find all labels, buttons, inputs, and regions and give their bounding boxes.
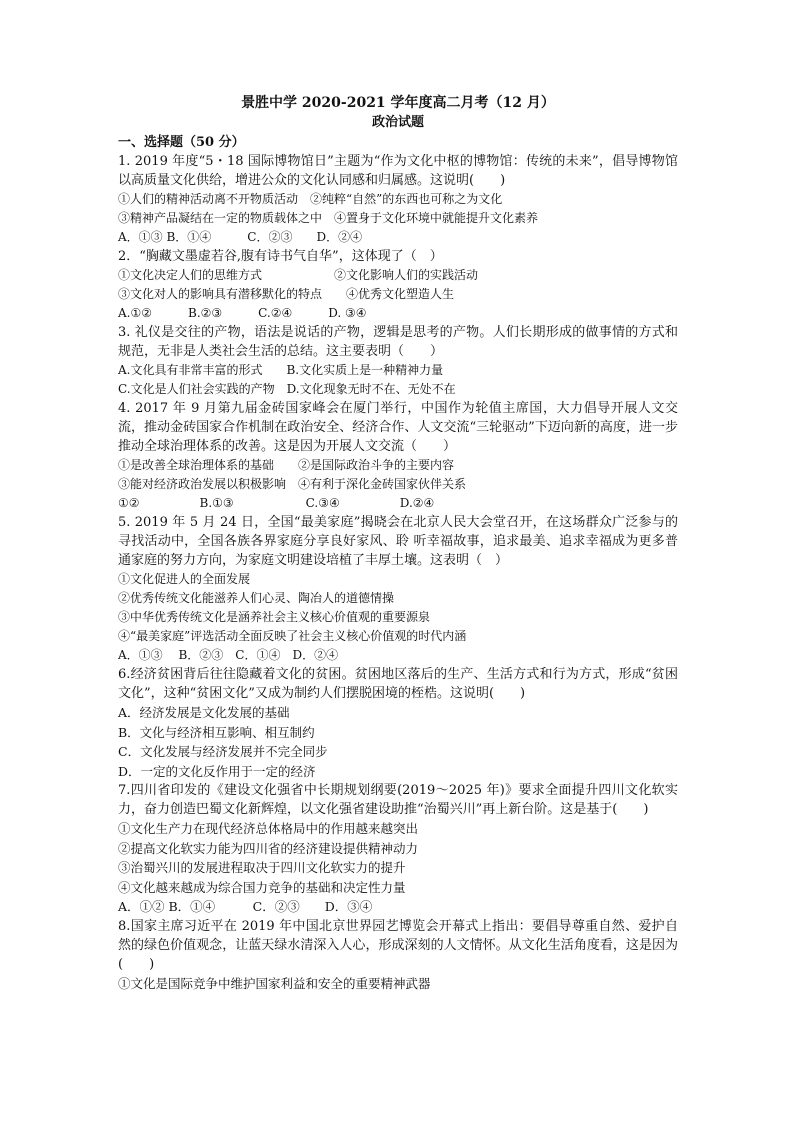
- option-line: ①是改善全球治理体系的基础 ②是国际政治斗争的主要内容: [118, 458, 455, 472]
- answer-choices: A．①② B．①④ C．②③ D．③④: [118, 899, 373, 914]
- question-stem: 8.国家主席习近平在 2019 年中国北京世界园艺博览会开幕式上指出：要倡导尊重自然、爱护自然的绿色价值观念，让蓝天绿水清深入人心，形成深刻的人文情怀。从文化生活角度看，这是因为( ): [118, 918, 678, 972]
- question-8: [118, 917, 678, 994]
- option-line: ①人们的精神活动离不开物质活动 ②纯粹“自然”的东西也可称之为文化: [118, 192, 503, 206]
- option-line: ①文化生产力在现代经济总体格局中的作用越来越突出: [118, 821, 419, 836]
- option-line: ③精神产品凝结在一定的物质载体之中 ④置身于文化环境中就能提升文化素养: [118, 211, 539, 225]
- option-line: C.文化是人们社会实践的产物 D.文化现象无时不在、无处不在: [118, 382, 456, 396]
- exam-page: [118, 94, 678, 993]
- option-line: ③中华优秀传统文化是涵养社会主义核心价值观的重要源泉: [118, 610, 431, 624]
- answer-choices: A．①③ B．②③ C．①④ D．②④: [118, 648, 339, 662]
- exam-title: 景胜中学 2020-2021 学年度高二月考（12 月）: [241, 95, 555, 111]
- question-5: [118, 513, 678, 665]
- option-line: ②提高文化软实力能为四川省的经济建设提供精神动力: [118, 840, 419, 856]
- answer-choices: A．①③ B．①④ C．②③ D．②④: [118, 230, 363, 244]
- question-stem: 4. 2017 年 9 月第九届金砖国家峰会在厦门举行，中国作为轮值主席国，大力倡导开展人文交流，推动金砖国家合作机制在政治安全、经济合作、人文交流“三轮驱动”下迈向新的高度，进一步推动全球治理体系的改善。这是因为开展人文交流（ ）: [118, 401, 678, 454]
- exam-subtitle: 政治试题: [371, 115, 424, 130]
- question-6: [118, 665, 678, 781]
- option-line: ④文化越来越成为综合国力竞争的基础和决定性力量: [118, 879, 406, 895]
- question-4: [118, 399, 678, 513]
- question-stem: 5. 2019 年 5 月 24 日，全国“最美家庭”揭晓会在北京人民大会堂召开，在这场群众广泛参与的寻找活动中，全国各族各界家庭分享良好家风、聆 听幸福故事，追求最美、追求幸福成为更多普通家庭的努力方向，为家庭文明建设培植了丰厚土壤。这表明（ ）: [118, 515, 678, 568]
- option-line: B．文化与经济相互影响、相互制约: [118, 724, 315, 740]
- question-stem: 6.经济贫困背后往往隐藏着文化的贫困。贫困地区落后的生产、生活方式和行为方式，形成“贫困文化”，这种“贫困文化”又成为制约人们摆脱困境的桎梏。这说明( ): [118, 667, 678, 701]
- option-line: A.文化具有非常丰富的形式 B.文化实质上是一种精神力量: [118, 363, 444, 377]
- option-line: ③能对经济政治发展以积极影响 ④有利于深化金砖国家伙伴关系: [118, 477, 467, 491]
- question-1: [118, 152, 678, 247]
- section-heading: 一、选择题（50 分）: [118, 135, 245, 150]
- question-stem: 3. 礼仪是交往的产物，语法是说话的产物，逻辑是思考的产物。人们长期形成的做事情的方式和规范，无非是人类社会生活的总结。这主要表明（ ）: [118, 325, 678, 359]
- answer-choices: ①② B.①③ C.③④ D.②④: [118, 496, 435, 510]
- question-2: [118, 247, 678, 323]
- question-stem: 2．“胸藏文墨虚若谷,腹有诗书气自华”，这体现了（ ）: [118, 249, 443, 264]
- option-line: ④“最美家庭”评选活动全面反映了社会主义核心价值观的时代内涵: [118, 629, 467, 643]
- answer-choices: A.①② B.②③ C.②④ D. ③④: [118, 306, 367, 320]
- question-stem: 7.四川省印发的《建设文化强省中长期规划纲要(2019～2025 年)》要求全面提升四川文化软实力，奋力创造巴蜀文化新辉煌，以文化强省建设助推“治蜀兴川”再上新台阶。这是基于( ): [118, 783, 678, 817]
- option-line: ①文化决定人们的思维方式 ②文化影响人们的实践活动: [118, 268, 479, 282]
- option-line: ①文化促进人的全面发展: [118, 572, 251, 586]
- question-3: [118, 323, 678, 399]
- option-line: A．经济发展是文化发展的基础: [118, 705, 290, 720]
- option-line: ③治蜀兴川的发展进程取决于四川文化软实力的提升: [118, 860, 406, 875]
- option-line: D．一定的文化反作用于一定的经济: [118, 763, 316, 779]
- option-line: ②优秀传统文化能滋养人们心灵、陶冶人的道德情操: [118, 591, 395, 605]
- option-line: ③文化对人的影响具有潜移默化的特点 ④优秀文化塑造人生: [118, 287, 455, 301]
- option-line: C．文化发展与经济发展并不完全同步: [118, 744, 328, 759]
- option-line: ①文化是国际竞争中维护国家利益和安全的重要精神武器: [118, 975, 431, 991]
- question-stem: 1. 2019 年度“5・18 国际博物馆日”主题为“作为文化中枢的博物馆：传统的未来”，倡导博物馆以高质量文化供给，增进公众的文化认同感和归属感。这说明( ): [118, 154, 678, 188]
- question-7: [118, 781, 678, 917]
